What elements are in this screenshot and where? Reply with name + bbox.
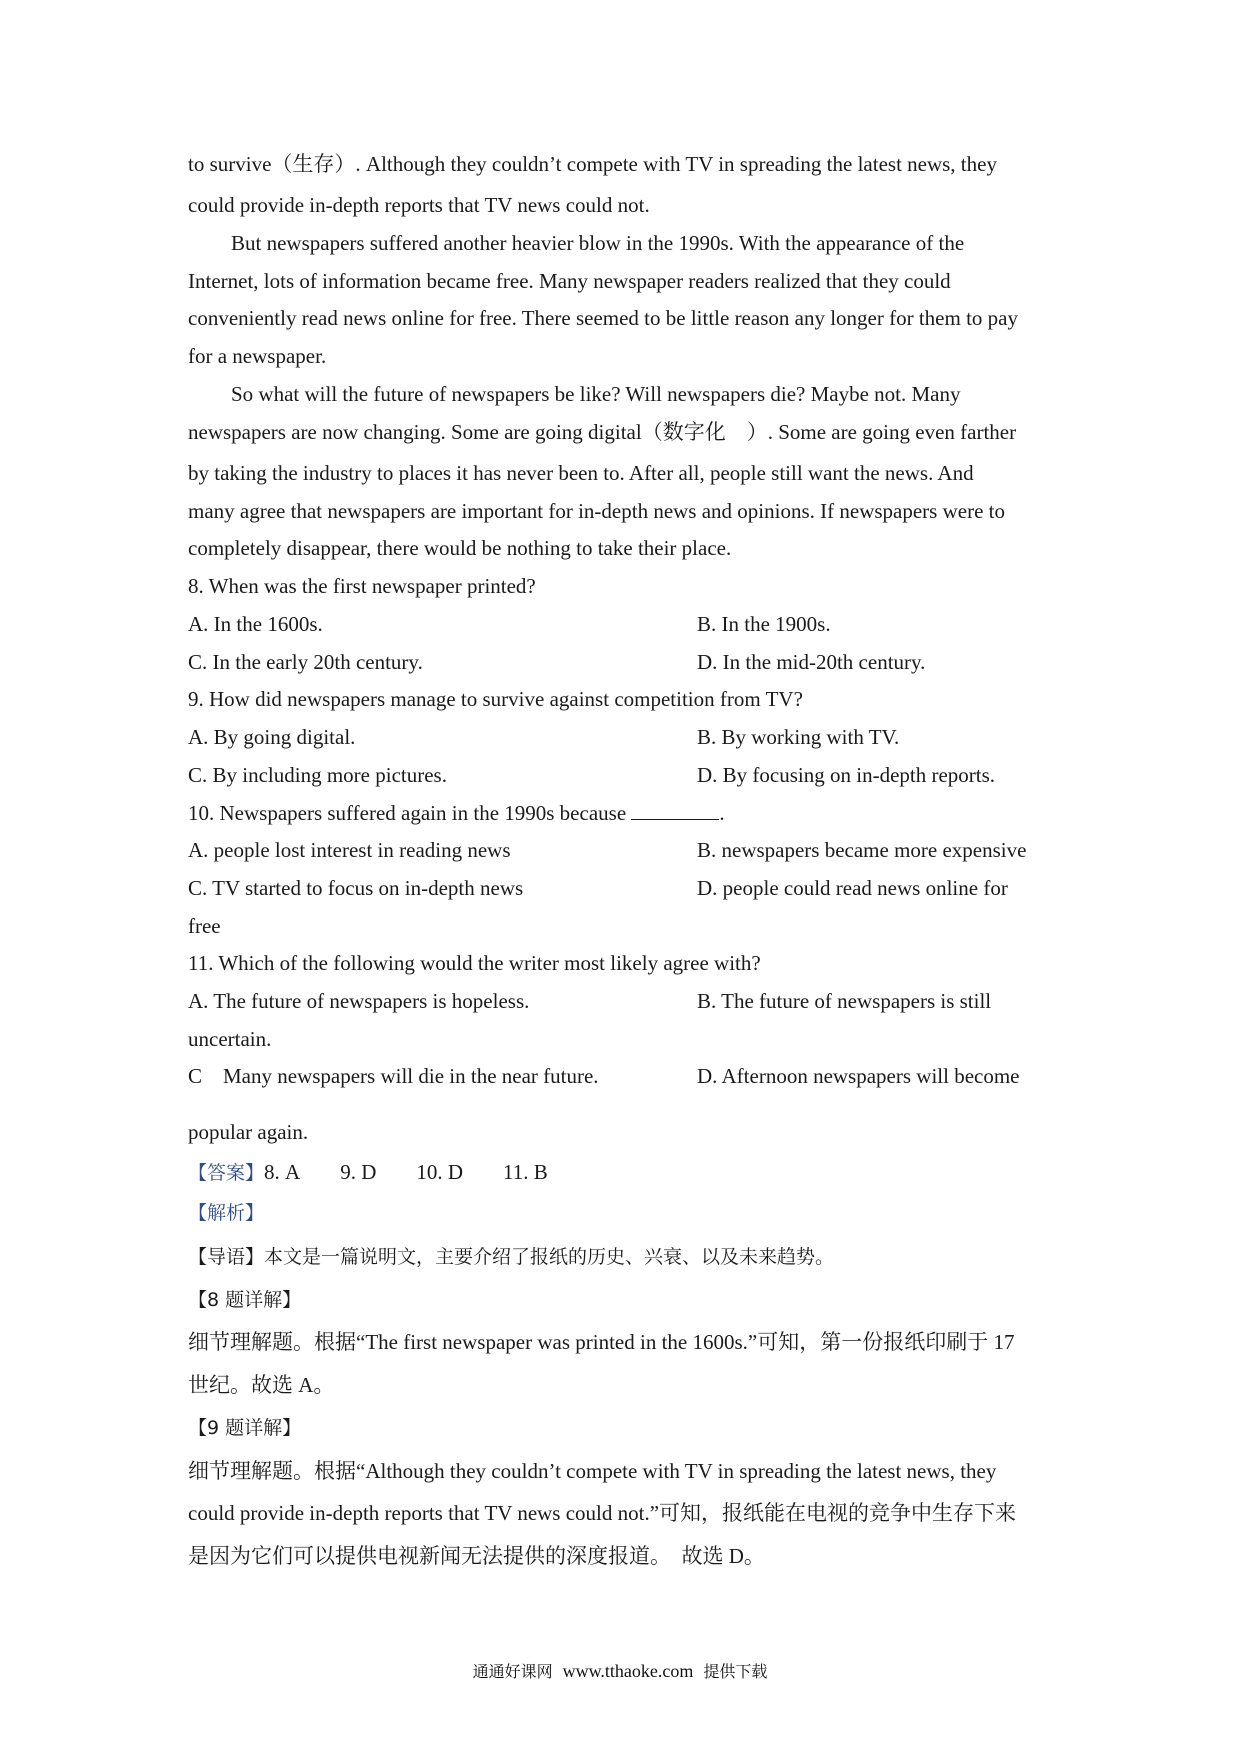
answer-item: 10. D	[416, 1160, 464, 1184]
footer-site-name: 通通好课网	[472, 1662, 553, 1681]
page-footer	[0, 1659, 1240, 1684]
passage-line: Internet, lots of information became free. Many newspaper readers realized that they could	[188, 269, 951, 293]
option-d: D. people could read news online for	[697, 876, 1008, 900]
option-d-continued: free	[188, 914, 221, 938]
intro	[188, 1242, 834, 1272]
option-d: D. Afternoon newspapers will become	[697, 1064, 1020, 1088]
intro-text: 本文是一篇说明文，主要介绍了报纸的历史、兴衰、以及未来趋势。	[264, 1246, 835, 1268]
passage-line: completely disappear, there would be nothing to take their place.	[188, 536, 732, 560]
option-b: B. newspapers became more expensive	[697, 838, 1027, 862]
passage-line: But newspapers suffered another heavier blow in the 1990s. With the appearance of the	[231, 231, 965, 255]
question-stem-end: .	[719, 801, 725, 825]
passage-line: conveniently read news online for free. There seemed to be little reason any longer for them to pay	[188, 306, 1018, 330]
answer-key	[188, 1157, 548, 1188]
passage-line: So what will the future of newspapers be like? Will newspapers die? Maybe not. Many	[231, 382, 961, 406]
detail-9-line: 细节理解题。根据“Although they couldn’t compete with TV in spreading the latest news, they	[188, 1459, 997, 1483]
option-c: C Many newspapers will die in the near future.	[188, 1064, 599, 1088]
detail-9-line: 是因为它们可以提供电视新闻无法提供的深度报道。 故选 D。	[188, 1544, 765, 1568]
question-stem-text: 10. Newspapers suffered again in the 1990s because	[188, 801, 632, 825]
option-b: B. The future of newspapers is still	[697, 989, 992, 1013]
option-c: C. In the early 20th century.	[188, 650, 423, 674]
question-stem	[188, 798, 725, 828]
passage-line: newspapers are now changing. Some are going digital（数字化 ）. Some are going even farther	[188, 420, 1017, 444]
footer-url[interactable]: www.tthaoke.com	[562, 1661, 694, 1681]
option-a: A. people lost interest in reading news	[188, 838, 511, 862]
question-stem: 9. How did newspapers manage to survive against competition from TV?	[188, 687, 803, 711]
passage-line: could provide in-depth reports that TV news could not.	[188, 193, 650, 217]
answer-item: 8. A	[264, 1160, 301, 1184]
option-a: A. The future of newspapers is hopeless.	[188, 989, 530, 1013]
option-c: C. TV started to focus on in-depth news	[188, 876, 524, 900]
question-stem: 8. When was the first newspaper printed?	[188, 574, 536, 598]
option-b: B. In the 1900s.	[697, 612, 831, 636]
option-c: C. By including more pictures.	[188, 763, 447, 787]
passage-line: for a newspaper.	[188, 344, 327, 368]
answer-item: 11. B	[503, 1160, 548, 1184]
detail-8-line: 细节理解题。根据“The first newspaper was printed in the 1600s.”可知，第一份报纸印刷于 17	[188, 1330, 1015, 1354]
footer-download: 提供下载	[703, 1662, 768, 1681]
option-b: B. By working with TV.	[697, 725, 900, 749]
answer-blank	[631, 801, 719, 820]
detail-9-heading: 【9 题详解】	[188, 1417, 302, 1439]
option-d: D. In the mid-20th century.	[697, 650, 926, 674]
detail-8-heading: 【8 题详解】	[188, 1289, 302, 1311]
answer-label: 【答案】	[188, 1162, 265, 1184]
option-d-continued: popular again.	[188, 1120, 309, 1144]
passage-line: many agree that newspapers are important for in-depth news and opinions. If newspapers were to	[188, 499, 1005, 523]
question-stem: 11. Which of the following would the writer most likely agree with?	[188, 951, 761, 975]
option-b-continued: uncertain.	[188, 1027, 272, 1051]
option-a: A. By going digital.	[188, 725, 356, 749]
option-a: A. In the 1600s.	[188, 612, 323, 636]
detail-9-line: could provide in-depth reports that TV news could not.”可知，报纸能在电视的竞争中生存下来	[188, 1501, 1017, 1525]
intro-label: 【导语】	[188, 1246, 265, 1268]
passage-line: by taking the industry to places it has never been to. After all, people still want the news. And	[188, 461, 974, 485]
answer-item: 9. D	[340, 1160, 377, 1184]
analysis-label: 【解析】	[188, 1202, 265, 1224]
detail-8-line: 世纪。故选 A。	[188, 1373, 335, 1397]
passage-line: to survive（生存）. Although they couldn’t compete with TV in spreading the latest news, they	[188, 152, 997, 176]
option-d: D. By focusing on in-depth reports.	[697, 763, 996, 787]
